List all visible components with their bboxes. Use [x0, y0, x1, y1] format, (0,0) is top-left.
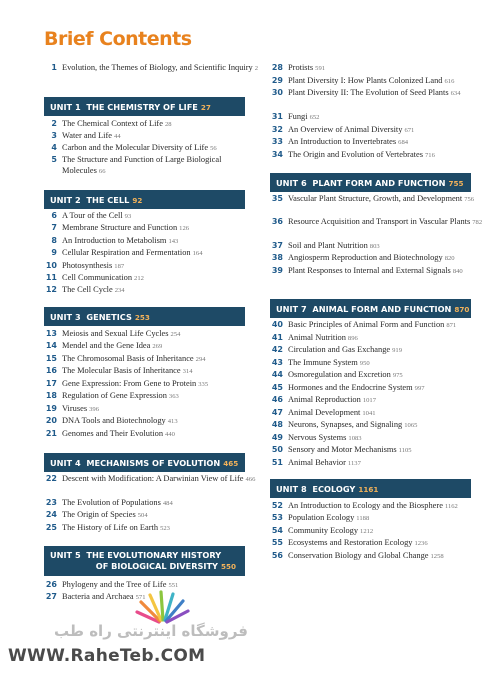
chapter-page: 396 [89, 406, 99, 413]
chapter-title: Hormones and the Endocrine System [288, 383, 413, 392]
chapter-page: 523 [160, 525, 170, 532]
chapter-number: 16 [45, 366, 57, 375]
chapter-page: 413 [167, 418, 178, 425]
chapter-title: An Overview of Animal Diversity [288, 125, 403, 134]
chapter-entry [44, 328, 266, 340]
chapter-number: 48 [271, 420, 283, 429]
chapter-title: Plant Diversity I: How Plants Colonized Land [288, 76, 443, 85]
chapter-page: 634 [450, 90, 461, 97]
chapter-number: 26 [45, 580, 57, 589]
unit-title: OF BIOLOGICAL DIVERSITY [95, 561, 218, 571]
chapter-number: 23 [45, 498, 57, 507]
chapter-number: 51 [271, 458, 283, 467]
unit-title: PLANT FORM AND FUNCTION [312, 178, 446, 188]
chapter-entry [44, 260, 266, 272]
chapter-number: 11 [45, 273, 57, 282]
chapter-page: 1236 [414, 540, 428, 547]
chapter-title: Meiosis and Sexual Life Cycles [62, 329, 169, 338]
chapter-title: Gene Expression: From Gene to Protein [62, 379, 197, 388]
chapter-entry [44, 390, 266, 402]
chapter-number: 9 [51, 248, 57, 257]
chapter-title: Bacteria and Archaea [62, 592, 134, 601]
chapter-number: 15 [45, 354, 57, 363]
chapter-title: The Origin of Species [62, 510, 136, 519]
chapter-page: 314 [182, 368, 193, 375]
chapter-number: 2 [51, 119, 57, 128]
chapter-title: Fungi [288, 112, 308, 121]
chapter-number: 50 [271, 445, 283, 454]
chapter-number: 54 [271, 526, 283, 535]
chapter-number: 53 [271, 513, 283, 522]
chapter-title: Soil and Plant Nutrition [288, 241, 368, 250]
chapter-page: 1258 [430, 553, 444, 560]
chapter-title: The Cell Cycle [62, 285, 113, 294]
chapter-number: 17 [45, 379, 57, 388]
unit-page: 550 [220, 562, 236, 571]
chapter-number: 46 [271, 395, 283, 404]
chapter-entry [270, 87, 492, 99]
unit-page: 870 [454, 305, 470, 314]
chapter-entry [270, 344, 492, 356]
unit-page: 27 [200, 103, 211, 112]
unit-page: 755 [448, 179, 464, 188]
chapter-entry [44, 284, 266, 296]
chapter-number: 44 [271, 370, 283, 379]
chapter-number: 4 [51, 143, 57, 152]
chapter-number: 28 [271, 63, 283, 72]
unit-page: 92 [132, 196, 143, 205]
chapter-title: The Origin and Evolution of Vertebrates [288, 150, 423, 159]
chapter-entry [270, 319, 492, 331]
unit-label: UNIT 8 [276, 484, 307, 494]
chapter-number: 6 [51, 211, 57, 220]
chapter-entry [270, 216, 492, 228]
chapter-title: The Evolution of Populations [62, 498, 161, 507]
chapter-number: 30 [271, 88, 283, 97]
chapter-entry [44, 415, 266, 427]
chapter-page: 484 [162, 500, 173, 507]
chapter-page: 1017 [362, 397, 376, 404]
chapter-page: 1137 [347, 460, 361, 467]
chapter-title: Osmoregulation and Excretion [288, 370, 391, 379]
chapter-number: 55 [271, 538, 283, 547]
chapter-title: Resource Acquisition and Transport in Vascular Plants [288, 217, 471, 226]
chapter-number: 27 [45, 592, 57, 601]
chapter-title: An Introduction to Ecology and the Biosphere [288, 501, 443, 510]
chapter-page: 66 [98, 168, 106, 175]
chapter-page: 212 [134, 275, 144, 282]
unit-label: UNIT 4 [50, 458, 81, 468]
chapter-entry [270, 512, 492, 524]
chapter-title: An Introduction to Invertebrates [288, 137, 397, 146]
chapter-page: 571 [135, 594, 146, 601]
chapter-page: 840 [452, 268, 463, 275]
chapter-title: The Molecular Basis of Inheritance [62, 366, 181, 375]
chapter-number: 24 [45, 510, 57, 519]
chapter-number: 38 [271, 253, 283, 262]
chapter-entry [270, 265, 492, 277]
chapter-number: 42 [271, 345, 283, 354]
chapter-page: 950 [359, 360, 370, 367]
chapter-number: 35 [271, 194, 283, 203]
chapter-number: 33 [271, 137, 283, 146]
chapter-title: Animal Development [288, 408, 361, 417]
chapter-number: 45 [271, 383, 283, 392]
chapter-number: 32 [271, 125, 283, 134]
chapter-title: Cellular Respiration and Fermentation [62, 248, 191, 257]
chapter-page: 591 [315, 65, 326, 72]
chapter-page: 1041 [362, 410, 376, 417]
chapter-number: 52 [271, 501, 283, 510]
chapter-page: 363 [168, 393, 179, 400]
chapter-page: 126 [179, 225, 190, 232]
chapter-number: 1 [51, 63, 57, 72]
chapter-entry [270, 382, 492, 394]
chapter-number: 47 [271, 408, 283, 417]
chapter-entry [270, 149, 492, 161]
chapter-title: Plant Diversity II: The Evolution of Seed Plants [288, 88, 449, 97]
chapter-title: Animal Nutrition [288, 333, 346, 342]
chapter-number: 49 [271, 433, 283, 442]
unit-header [44, 97, 245, 116]
chapter-page: 716 [424, 152, 435, 159]
chapter-page: 671 [404, 127, 415, 134]
chapter-title: Ecosystems and Restoration Ecology [288, 538, 413, 547]
chapter-title: Photosynthesis [62, 261, 113, 270]
chapter-page: 335 [198, 381, 209, 388]
unit-header [270, 479, 471, 498]
chapter-number: 7 [51, 223, 57, 232]
chapter-entry [270, 62, 492, 74]
chapter-entry [44, 497, 266, 509]
unit-label: UNIT 7 [276, 304, 307, 314]
chapter-number: 13 [45, 329, 57, 338]
chapter-number: 31 [271, 112, 283, 121]
chapter-number: 41 [271, 333, 283, 342]
chapter-entry [44, 428, 266, 440]
chapter-page: 2 [254, 65, 259, 72]
chapter-page: 504 [137, 512, 148, 519]
unit-header [270, 299, 471, 318]
chapter-page: 684 [398, 139, 409, 146]
chapter-title: Community Ecology [288, 526, 359, 535]
unit-title: ANIMAL FORM AND FUNCTION [312, 304, 452, 314]
chapter-title: Animal Behavior [288, 458, 346, 467]
chapter-page: 975 [392, 372, 403, 379]
chapter-page: 440 [165, 431, 175, 438]
chapter-title: Carbon and the Molecular Diversity of Life [62, 143, 209, 152]
chapter-title: The Immune System [288, 358, 358, 367]
chapter-number: 18 [45, 391, 57, 400]
chapter-entry [44, 522, 266, 534]
chapter-title: Mendel and the Gene Idea [62, 341, 151, 350]
chapter-entry [44, 272, 266, 284]
chapter-page: 28 [164, 121, 172, 128]
chapter-title: DNA Tools and Biotechnology [62, 416, 166, 425]
chapter-number: 22 [45, 474, 57, 483]
chapter-title: Protists [288, 63, 314, 72]
shop-name-watermark: فروشگاه اینترنتی راه طب [53, 622, 248, 640]
chapter-number: 8 [51, 236, 57, 245]
chapter-title: Descent with Modification: A Darwinian View of Life [62, 474, 244, 483]
unit-header [44, 190, 245, 209]
chapter-entry [270, 432, 492, 444]
chapter-page: 93 [124, 213, 132, 220]
chapter-title: Neurons, Synapses, and Signaling [288, 420, 403, 429]
chapter-entry [270, 537, 492, 549]
chapter-number: 20 [45, 416, 57, 425]
chapter-number: 3 [51, 131, 57, 140]
chapter-page: 871 [446, 322, 457, 329]
chapter-entry [270, 550, 492, 562]
chapter-entry [270, 419, 492, 431]
chapter-number: 21 [45, 429, 57, 438]
chapter-entry [44, 365, 266, 377]
chapter-entry [44, 222, 266, 234]
unit-title: THE CELL [86, 195, 130, 205]
chapter-page: 896 [347, 335, 358, 342]
chapter-page: 1065 [404, 422, 418, 429]
unit-title: GENETICS [86, 312, 132, 322]
chapter-title: The History of Life on Earth [62, 523, 159, 532]
chapter-page: 803 [369, 243, 380, 250]
chapter-title: A Tour of the Cell [62, 211, 123, 220]
chapter-entry [270, 500, 492, 512]
chapter-number: 19 [45, 404, 57, 413]
chapter-entry [44, 353, 266, 365]
unit-page: 465 [223, 459, 239, 468]
chapter-entry [44, 62, 266, 74]
chapter-entry [44, 403, 266, 415]
chapter-entry [270, 332, 492, 344]
chapter-page: 919 [392, 347, 402, 354]
chapter-page: 997 [414, 385, 425, 392]
chapter-number: 39 [271, 266, 283, 275]
unit-label: UNIT 3 [50, 312, 81, 322]
chapter-entry [44, 210, 266, 222]
chapter-entry [270, 407, 492, 419]
unit-title: MECHANISMS OF EVOLUTION [86, 458, 221, 468]
chapter-number: 36 [271, 217, 283, 226]
chapter-title: Evolution, the Themes of Biology, and Scientific Inquiry [62, 63, 253, 72]
chapter-number: 34 [271, 150, 283, 159]
chapter-number: 40 [271, 320, 283, 329]
unit-header [44, 453, 245, 472]
unit-header [44, 546, 245, 576]
chapter-number: 25 [45, 523, 57, 532]
chapter-entry [270, 193, 492, 205]
chapter-title: Regulation of Gene Expression [62, 391, 167, 400]
chapter-page: 1083 [348, 435, 362, 442]
chapter-number: 12 [45, 285, 57, 294]
chapter-entry [270, 111, 492, 123]
chapter-entry [270, 457, 492, 469]
chapter-entry [270, 357, 492, 369]
chapter-entry [44, 247, 266, 259]
chapter-number: 43 [271, 358, 283, 367]
chapter-title: The Chemical Context of Life [62, 119, 163, 128]
chapter-entry [44, 509, 266, 521]
chapter-title: Angiosperm Reproduction and Biotechnology [288, 253, 443, 262]
unit-header [270, 173, 471, 192]
chapter-entry [270, 525, 492, 537]
chapter-page: 164 [192, 250, 203, 257]
chapter-page: 143 [168, 238, 179, 245]
unit-title: ECOLOGY [312, 484, 356, 494]
chapter-page: 820 [444, 255, 455, 262]
unit-page: 253 [134, 313, 150, 322]
book-fan-logo-icon [128, 584, 198, 624]
chapter-title: Basic Principles of Animal Form and Function [288, 320, 445, 329]
chapter-entry [270, 369, 492, 381]
chapter-page: 551 [168, 582, 179, 589]
chapter-page: 187 [114, 263, 125, 270]
chapter-page: 466 [245, 476, 256, 483]
chapter-entry [44, 154, 266, 177]
chapter-page: 756 [464, 196, 475, 203]
chapter-title: Membrane Structure and Function [62, 223, 178, 232]
chapter-page: 652 [309, 114, 320, 121]
unit-header [44, 307, 245, 326]
chapter-title: The Chromosomal Basis of Inheritance [62, 354, 194, 363]
chapter-entry [44, 118, 266, 130]
chapter-entry [44, 340, 266, 352]
chapter-entry [270, 75, 492, 87]
chapter-title: Plant Responses to Internal and External Signals [288, 266, 451, 275]
chapter-entry [270, 252, 492, 264]
unit-label: UNIT 1 [50, 102, 81, 112]
unit-label: UNIT 2 [50, 195, 81, 205]
chapter-entry [270, 240, 492, 252]
chapter-title: An Introduction to Metabolism [62, 236, 167, 245]
watermark-footer [0, 584, 240, 700]
chapter-number: 37 [271, 241, 283, 250]
chapter-page: 782 [472, 219, 483, 226]
chapter-entry [270, 444, 492, 456]
chapter-title: Water and Life [62, 131, 113, 140]
chapter-entry [44, 142, 266, 154]
chapter-page: 234 [114, 287, 125, 294]
chapter-page: 44 [114, 133, 121, 140]
chapter-page: 1162 [444, 503, 458, 510]
chapter-page: 1188 [356, 515, 370, 522]
chapter-number: 56 [271, 551, 283, 560]
chapter-title: Population Ecology [288, 513, 355, 522]
unit-title: THE EVOLUTIONARY HISTORY [86, 550, 222, 560]
unit-title: THE CHEMISTRY OF LIFE [86, 102, 198, 112]
unit-label: UNIT 6 [276, 178, 307, 188]
chapter-entry [44, 235, 266, 247]
chapter-page: 269 [152, 343, 163, 350]
chapter-title: Phylogeny and the Tree of Life [62, 580, 167, 589]
unit-label: UNIT 5 [50, 550, 81, 560]
chapter-page: 294 [195, 356, 206, 363]
chapter-page: 254 [170, 331, 181, 338]
chapter-page: 1212 [360, 528, 374, 535]
chapter-entry [44, 378, 266, 390]
chapter-page: 616 [444, 78, 455, 85]
chapter-entry [270, 136, 492, 148]
chapter-title: Circulation and Gas Exchange [288, 345, 391, 354]
chapter-title: Viruses [62, 404, 88, 413]
chapter-title: The Structure and Function of Large Biological Molecules [62, 155, 222, 175]
page-title: Brief Contents [44, 28, 192, 50]
chapter-number: 10 [45, 261, 57, 270]
chapter-title: Nervous Systems [288, 433, 347, 442]
chapter-entry [44, 473, 266, 485]
chapter-number: 14 [45, 341, 57, 350]
chapter-entry [270, 124, 492, 136]
chapter-page: 1105 [398, 447, 412, 454]
chapter-entry [44, 130, 266, 142]
unit-page: 1161 [358, 485, 379, 494]
chapter-title: Animal Reproduction [288, 395, 361, 404]
chapter-number: 29 [271, 76, 283, 85]
chapter-title: Cell Communication [62, 273, 133, 282]
site-url-watermark: WWW.RaheTeb.COM [8, 646, 206, 666]
chapter-title: Vascular Plant Structure, Growth, and Development [288, 194, 463, 203]
chapter-number: 5 [51, 155, 57, 164]
chapter-title: Genomes and Their Evolution [62, 429, 164, 438]
chapter-page: 56 [210, 145, 217, 152]
chapter-title: Conservation Biology and Global Change [288, 551, 429, 560]
chapter-title: Sensory and Motor Mechanisms [288, 445, 397, 454]
chapter-entry [270, 394, 492, 406]
